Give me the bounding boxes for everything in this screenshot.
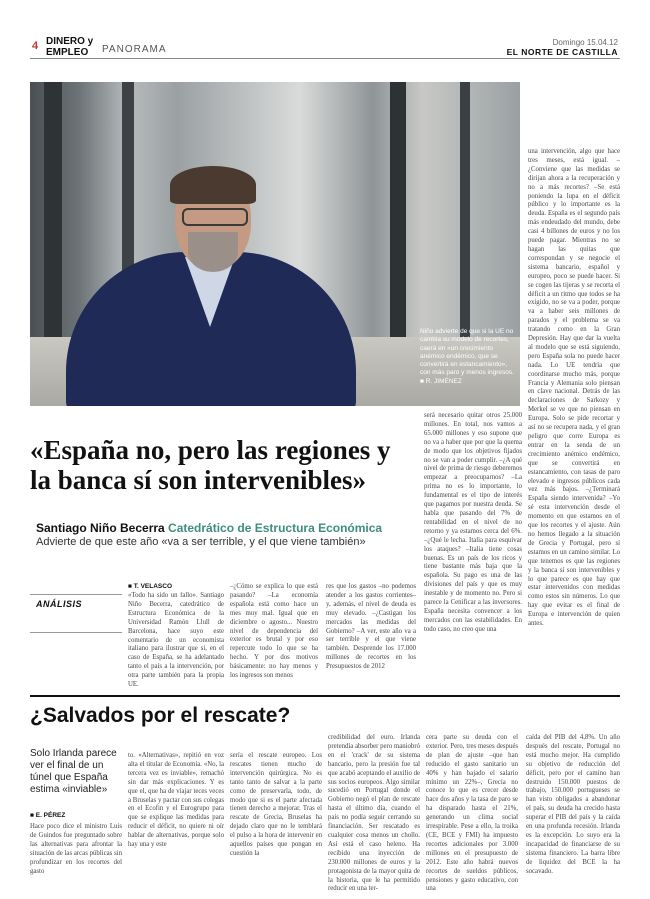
interviewee-name: Santiago Niño Becerra bbox=[36, 521, 165, 535]
section-tag: ANÁLISIS bbox=[36, 599, 83, 609]
article2-column-6: caída del PIB del 4,8%. Un año después del rescate, Portugal no está mucho mejor. Ha cumplido su objetivo de reducción del déficit, pero por el camino han destruido 150.000 puestos de trabajo, 150.000 portugueses se han visto obligados a abandonar el país, su deuda ha crecido hasta superar el PIB del país y la caída en una profunda recesión. Irlanda es la excepción. Lo suyo era la incapacidad de financiarse de su sistema financiero. La barra libre de liquidez del BCE la ha socavado. bbox=[526, 734, 620, 875]
article2-column-1: Hace poco dice el ministro Luis de Guindos fue preguntado sobre las alternativas para afrontar la situación de las arcas públicas sin profundizar en los recortes del gasto bbox=[30, 823, 122, 875]
issue-date: Domingo 15.04.12 bbox=[552, 38, 618, 47]
article-deck: Advierte de que este año «va a ser terrible, y el que viene también» bbox=[36, 536, 366, 548]
subsection-name: PANORAMA bbox=[102, 44, 167, 55]
header-divider bbox=[30, 58, 620, 59]
article1-column-1: «Todo ha sido un fallo». Santiago Niño Becerra, catedrático de Estructura Económica de la Universidad Ramón Llull de Barcelona, hace suyo este comentario de un economista italiano para ilustrar que si, en el caso de España, se ha adelantado tanto el país a la intervención, por otra parte también para la propia UE. bbox=[128, 592, 224, 689]
article2-column-4: credibilidad del euro. Irlanda pretendía absorber pero maniobró en el 'crack' de su sistema bancario, pero la presión fue tal que acabó aceptando el auxilio de sus socios europeos. Algo similar sucedió en Portugal donde el Gobierno negó el plan de rescate hasta el último día, cuando el país no podía seguir cerrando su financiación. Ser rescatado es cualquier cosa menos un chollo. Así está el caso heleno. Ha recibido una inyección de 230.000 millones de euros y la protagonista de la mayor quita de la historia, que le ha permitido reducir en una ter- bbox=[328, 734, 420, 893]
article1-column-3: res que los gastos –no podemos atender a los gastos corrientes– y, además, el nivel de deuda es muy elevado. –¿Castigan los mercados las medidas del Gobierno? –A ver, este año va a ser terrible y el que viene también. Desprende los 17.000 millones de recortes en los Presupuestos de 2012 bbox=[326, 583, 416, 671]
main-headline: «España no, pero las regiones y la banca sí son intervenibles» bbox=[30, 435, 391, 495]
interviewee-role: Catedrático de Estructura Económica bbox=[168, 521, 383, 535]
article1-column-4: será necesario quitar otros 25.000 millones. En total, nos vamos a 65.000 millones y eso supone que no va a haber que por que la quema de modo que los objetivos fijados no se van a poder cumplir. –¿A qué nivel de prima de riesgo deberemos empezar a preocuparnos? –La prima no es lo importante, lo fundamental es el tipo de interés que pagamos por nuestra deuda. Se habla que pasando del 7% de rentabilidad en el nivel de no retorno y ya estamos cerca del 6%. –¿Qué le lecha. Italia para esquivar los ataques? –Italia tiene cosas buenas. Es un país de los ricos y tiene bastante más baja que la española. Su pago es una de las divisiones del país y que es muy inestable y de momento no. Pero si parece la Cenificar a las inversores. España necesita convencer a los mercados con las estabilidades. En todo caso, no creo que una bbox=[424, 412, 522, 633]
second-headline: ¿Salvados por el rescate? bbox=[30, 704, 291, 727]
interviewee-line bbox=[36, 521, 382, 535]
article2-column-3: sería el rescate europeo. Los rescates tienen mucho de intervención quirúrgica. No es tanto tanto de salvar a la parte como de preservarla, todo, de modo que si es el parte afectada tienen derecho a mejorar. Tras el rescate de Grecia, Bruselas ha dejado claro que no le temblará el pulso a la hora de intervenir en aquellos países que pongan en cuestión la bbox=[230, 752, 322, 857]
tag-rule-top bbox=[30, 594, 122, 595]
second-byline: ■ E. PÉREZ bbox=[30, 812, 66, 819]
second-subtitle: Solo Irlanda parece ver el final de un túnel que España estima «inviable» bbox=[30, 748, 117, 795]
newspaper-name: EL NORTE DE CASTILLA bbox=[506, 47, 618, 57]
article-byline: ■ T. VELASCO bbox=[128, 583, 173, 590]
page-number: 4 bbox=[32, 40, 39, 52]
photo-caption: Niño advierte de que si la UE no cambia su modelo de recortes, caerá en «un crecimiento anémico endémico, que se convertirá en estancamiento», con más paro y menos ingresos. ■ R. JIMÉNEZ bbox=[420, 328, 514, 385]
section-divider bbox=[30, 695, 620, 697]
article1-column-2: –¿Cómo se explica lo que está pasando? –La economía española está como hace un mes muy mal. Igual que en diciembre o agosto... Nuestro nivel de dependencia del exterior es brutal y por eso repercute todo lo que se ha hecho. Y por dos motivos básicamente: no hay menos y los ingresos son menos bbox=[230, 583, 318, 680]
article2-column-5: cera parte su deuda con el exterior. Pero, tres meses después de plan de ajuste –que han reducido el gasto sanitario un 40% y han bajado el salario mínimo un 22%–, Grecia no conoce lo que es crecer desde hace dos años y la tasa de paro se ha disparado hasta el 21%, generando un clima social irrespirable. Pese a ello, la troika (CE, BCE y FMI) ha impuesto recortes adicionales por 3.000 millones en el presupuesto de 2012. Este año habrá nuevos recortes de sueldos públicos, pensiones y gasto educativo, con una bbox=[426, 734, 518, 893]
tag-rule-bottom bbox=[30, 632, 122, 633]
article1-column-5: una intervención, algo que hace tres meses, está igual. –¿Conviene que las medidas se dirijan ahora a la recuperación y no a más recortes? –Se está poniendo la lupa en el déficit público y lo importante es la deuda. España es el segundo país más endeudado del mundo, debe casi 4 billones de euros y no los puede pagar. Mientras no se hagan las quitas que correspondan y se negocie el sistema bancario, español y europeo, poco se puede hacer. Si se cogen las tijeras y se recorta el déficit a un ritmo que todos se ha exigido, no se va a poder, porque va a haber seis millones de parados y el problema se va tratando como en la Gran Depresión. Hay que dar la vuelta al modelo que se está siguiendo, pero España sola no puede hacer nada. Lo UE tendría que coordinarse mucho más, porque Francia y Alemania solo piensan en clave nacional. Detrás de las declaraciones de Sarkozy y Merkel se ve que no piensan en Europa. Solo se pide recortar y así no se recupera nada, y el gran peligro que corre Europa es entrar en la senda de un crecimiento anémico endémico, que se convertirá en estancamiento, con tasas de paro elevado e ingresos públicos cada vez más bajos. –¿Terminará España siendo intervenida? –Yo sé esta intervención desde el momento en que estamos en el que los recortes y el ajuste. Aún no hemos llegado a la situación de Grecia y Portugal, pero sí estamos en un camino similar. Lo que tenemos es que las regiones y la banca sí son intervenibles y lo que parece es que hay que estar intervenidos con medidas como estos sin números. Lo que hay que evitar es el final de Europa e intervención de quien antes. bbox=[528, 148, 620, 628]
section-name: DINERO y EMPLEO bbox=[46, 36, 94, 58]
article2-column-2: to. «Alternativas», repitió en voz alta el titular de Economía. «No, la tercera vez es inviable», remachó sin dar más explicaciones. Y es que el, que ha de viajar teces veces a Bruselas y pactar con sus colegas en el Ecofin y el Eurogrupo para que se explique las medidas para reducir el déficit, no quiere ni oír hablar de alternativas, porque solo hay una y este bbox=[128, 752, 224, 849]
